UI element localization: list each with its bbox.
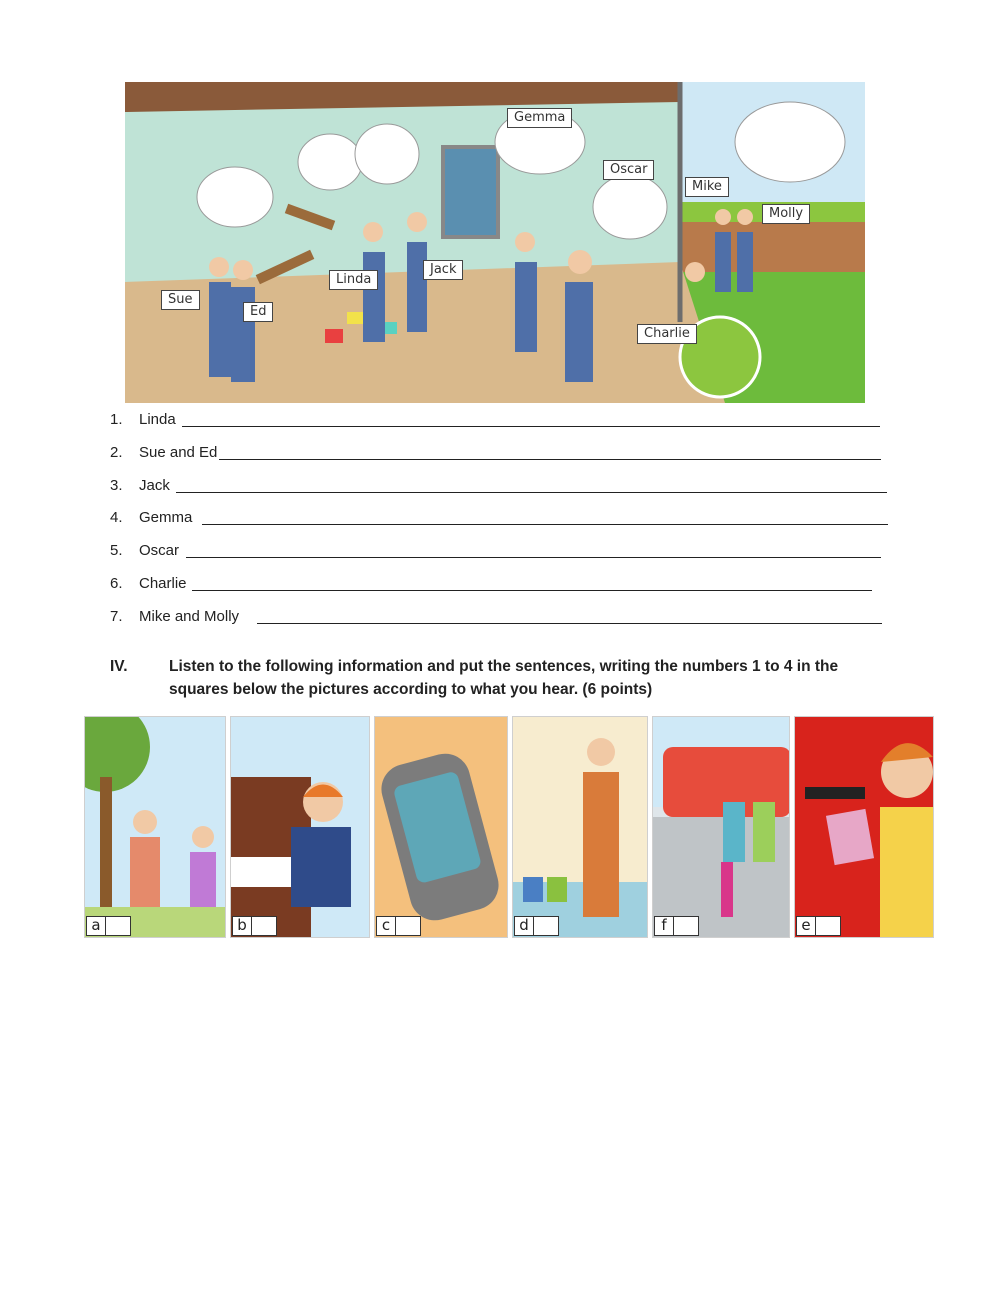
item-name: Oscar	[139, 542, 180, 559]
answer-square[interactable]	[534, 917, 558, 935]
answer-line[interactable]	[182, 426, 880, 427]
answer-line[interactable]	[176, 492, 887, 493]
item-name: Mike and Molly	[139, 608, 240, 625]
answer-square[interactable]	[396, 917, 420, 935]
panel-letter: f	[655, 917, 674, 935]
label-gemma: Gemma	[507, 108, 572, 128]
label-jack: Jack	[423, 260, 463, 280]
running-to-bus-icon	[653, 717, 790, 938]
item-number: 5.	[110, 542, 123, 559]
answer-item-1	[110, 410, 880, 430]
answer-box-a[interactable]	[86, 916, 131, 936]
answer-box-d[interactable]	[514, 916, 559, 936]
item-name: Sue and Ed	[139, 444, 218, 461]
answer-item-6	[110, 574, 872, 594]
label-sue: Sue	[161, 290, 200, 310]
house-scene-illustration	[125, 82, 865, 403]
panel-d	[512, 716, 648, 938]
item-number: 6.	[110, 575, 123, 592]
item-number: 4.	[110, 509, 123, 526]
painting-icon	[513, 717, 648, 938]
label-mike: Mike	[685, 177, 729, 197]
panel-e	[794, 716, 934, 938]
panel-b	[230, 716, 370, 938]
panel-letter: b	[233, 917, 252, 935]
playing-piano-icon	[231, 717, 370, 938]
answer-square[interactable]	[252, 917, 276, 935]
panel-letter: d	[515, 917, 534, 935]
panel-letter: c	[377, 917, 396, 935]
answer-square[interactable]	[816, 917, 840, 935]
answer-box-e[interactable]	[796, 916, 841, 936]
label-charlie: Charlie	[637, 324, 697, 344]
item-number: 1.	[110, 411, 123, 428]
answer-line[interactable]	[202, 524, 888, 525]
answer-box-c[interactable]	[376, 916, 421, 936]
answer-box-f[interactable]	[654, 916, 699, 936]
label-linda: Linda	[329, 270, 378, 290]
answer-line[interactable]	[186, 557, 881, 558]
answer-box-b[interactable]	[232, 916, 277, 936]
answer-item-5	[110, 541, 881, 561]
label-molly: Molly	[762, 204, 810, 224]
answer-square[interactable]	[674, 917, 698, 935]
panel-letter: e	[797, 917, 816, 935]
answer-item-7	[110, 607, 882, 627]
answer-line[interactable]	[257, 623, 882, 624]
item-number: 2.	[110, 444, 123, 461]
item-number: 3.	[110, 477, 123, 494]
panel-c	[374, 716, 508, 938]
panel-a	[84, 716, 226, 938]
panel-letter: a	[87, 917, 106, 935]
item-name: Jack	[139, 477, 170, 494]
item-name: Charlie	[139, 575, 187, 592]
section-number: IV.	[110, 658, 128, 675]
ladder-picking-apples-icon	[85, 717, 226, 938]
posting-letter-icon	[795, 717, 934, 938]
picture-panels	[84, 716, 934, 938]
answer-item-3	[110, 476, 887, 496]
answer-item-2	[110, 443, 881, 463]
label-oscar: Oscar	[603, 160, 654, 180]
section-instruction: Listen to the following information and put the sentences, writing the numbers 1 to 4 in the squares below the pictures according to what you hear. (6 points)	[169, 658, 839, 698]
item-name: Gemma	[139, 509, 193, 526]
answer-line[interactable]	[219, 459, 881, 460]
item-number: 7.	[110, 608, 123, 625]
answer-square[interactable]	[106, 917, 130, 935]
scene-drawing	[125, 82, 865, 403]
label-ed: Ed	[243, 302, 273, 322]
answer-item-4	[110, 508, 888, 528]
ringing-phone-icon	[375, 717, 508, 938]
answer-line[interactable]	[192, 590, 872, 591]
item-name: Linda	[139, 411, 176, 428]
panel-f	[652, 716, 790, 938]
